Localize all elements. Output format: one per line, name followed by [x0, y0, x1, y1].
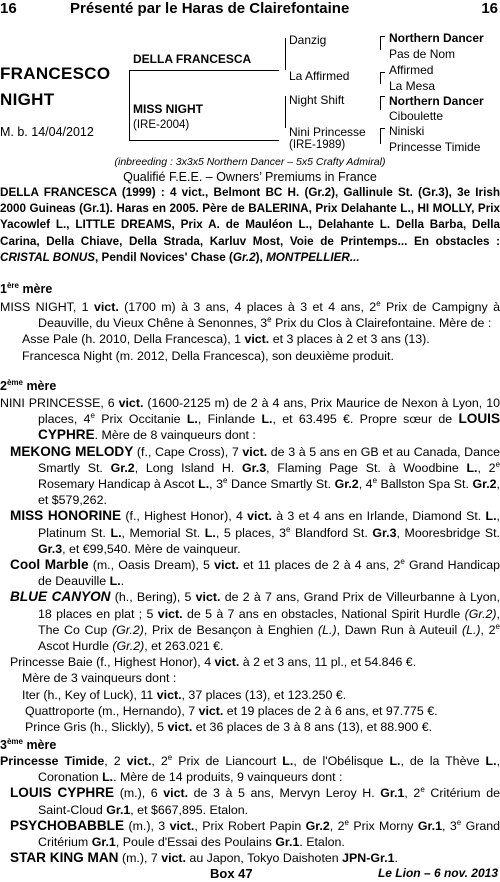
- page-title: Présenté par le Haras de Clairefontaine: [70, 0, 350, 17]
- pedigree-line-dam: [129, 140, 279, 141]
- first-dam-paragraph: MISS NIGHT, 1 vict. (1700 m) à 3 ans, 4 places à 3 et 4 ans, 2e Prix de Campigny à Deauville, du Vieux Chêne à Senonnes, 3e Prix du Clos à Clairefontaine. Mère de :: [0, 298, 500, 331]
- pedigree-bracket-1: [129, 70, 130, 140]
- produce-subitem: Quattroporte (m., Hernando), 7 vict. et 19 places de 2 à 6 ans, et 97.775 €.: [25, 703, 438, 718]
- inbreeding-note: (inbreeding : 3x3x5 Northern Dancer – 5x5 Crafty Admiral): [114, 156, 386, 168]
- produce-item: PSYCHOBABBLE (m.), 3 vict., Prix Robert Papin Gr.2, 2e Prix Morny Gr.1, 3e Grand Critérium Gr.1, Poule d'Essai des Poulains Gr.1. Etalon.: [10, 817, 500, 850]
- sire-paragraph: DELLA FRANCESCA (1999) : 4 vict., Belmont BC H. (Gr.2), Gallinule St. (Gr.3), 3e Irish 2000 Guineas (Gr.1). Haras en 2005. Père de BALERINA, Prix Delahante L., HI MOLLY, Prix Yacowlef L., LITTLE DREAMS, Prix A. de Mauléon L., Delahante L. Della Barba, Della Carina, Della Chiave, Della Strada, Karluv Most, Voie de Printemps... En obstacles : CRISTAL BONUS, Pendil Novices' Chase (Gr.2), MONTPELLIER...: [0, 186, 500, 264]
- produce-item: Princesse Baie (f., Highest Honor), 4 vict. à 2 et 3 ans, 11 pl., et 54.846 €.: [10, 655, 417, 670]
- horse-name-line1: FRANCESCO: [0, 64, 111, 83]
- pedigree-gs2: La Affirmed: [289, 69, 350, 83]
- second-dam-paragraph: NINI PRINCESSE, 6 vict. (1600-2125 m) de 2 à 4 ans, Prix Maurice de Nexon à Lyon, 10 places, 4e Prix Occitanie L., Finlande L., et 63.495 €. Propre sœur de LOUIS CYPHRE. Mère de 8 vainqueurs dont :: [0, 396, 500, 443]
- pedigree-g8: Princesse Timide: [389, 140, 481, 154]
- footer-source: Le Lion – 6 nov. 2013: [377, 866, 498, 880]
- produce-item: LOUIS CYPHRE (m.), 6 vict. de 3 à 5 ans, Mervyn Leroy H. Gr.1, 2e Critérium de Saint-Cloud Gr.1, et $667,895. Etalon.: [10, 785, 500, 817]
- pedigree-g3: Affirmed: [389, 63, 434, 77]
- pedigree-gs4: Nini Princesse: [289, 125, 366, 139]
- pedigree-line-sire: [129, 70, 279, 71]
- pedigree-gs1: Danzig: [289, 33, 327, 47]
- pedigree-g4: La Mesa: [389, 79, 436, 93]
- produce-subitem: Prince Gris (h., Slickly), 5 vict. et 36 places de 3 à 8 ans (13), et 88.900 €.: [25, 720, 433, 735]
- produce-item: Francesca Night (m. 2012, Della Francesca), son deuxième produit.: [22, 348, 394, 363]
- pedigree-bracket-6: [380, 96, 381, 110]
- produce-item: MEKONG MELODY (f., Cape Cross), 7 vict. de 3 à 5 ans en GB et au Canada, Dance Smartly St. Gr.2, Long Island H. Gr.3, Flaming Page St. à Woodbine L., 2e Rosemary Handicap à Ascot L., 3e Dance Smartly St. Gr.2, 4e Ballston Spa St. Gr.2, et $579,262.: [10, 443, 500, 508]
- pedigree-g5: Northern Dancer: [389, 94, 484, 108]
- pedigree-bracket-4: [380, 36, 381, 50]
- produce-subitem: Iter (h., Key of Luck), 11 vict., 37 places (13), et 123.250 €.: [22, 687, 347, 702]
- pedigree-dam-note: (IRE-2004): [133, 119, 190, 131]
- pedigree-bracket-3: [285, 96, 286, 128]
- horse-name-line2: NIGHT: [0, 90, 55, 109]
- pedigree-sire: DELLA FRANCESCA: [133, 52, 252, 66]
- produce-item: BLUE CANYON (h., Bering), 5 vict. de 2 à 7 ans, Grand Prix de Villeurbanne à Lyon, 18 places en plat ; 5 vict. de 5 à 7 ans en obstacles, National Spirit Hurdle (Gr.2), The Co Cup (Gr.2), Prix de Besançon à Enghien (L.), Dawn Run à Auteuil (L.), 2e Ascot Hurdle (Gr.2), et 263.021 €.: [10, 589, 500, 654]
- produce-item: Cool Marble (m., Oasis Dream), 5 vict. et 11 places de 2 à 4 ans, 2e Grand Handicap de Deauville L..: [10, 556, 500, 589]
- qualified-note: Qualifié F.E.E. – Owners’ Premiums in France: [123, 170, 377, 184]
- page-number-left: 16: [0, 0, 17, 17]
- second-dam-section: [0, 395, 500, 735]
- pedigree-gs4-note: (IRE-1989): [289, 139, 346, 151]
- first-dam-heading: 1ère mère: [0, 280, 53, 296]
- page-number-right: 16: [481, 0, 498, 17]
- first-dam-section: [0, 299, 500, 364]
- third-dam-section: [0, 753, 500, 866]
- produce-item: MISS HONORINE (f., Highest Honor), 4 vict. à 3 et 4 ans en Irlande, Diamond St. L., Platinum St. L., Memorial St. L., 5 places, 3e Blandford St. Gr.3, Mooresbridge St. Gr.3, et €99,540. Mère de vainqueur.: [10, 508, 500, 556]
- second-dam-heading: 2ème mère: [0, 377, 57, 393]
- pedigree-g6: Ciboulette: [389, 109, 444, 123]
- third-dam-paragraph: Princesse Timide, 2 vict., 2e Prix de Liancourt L., de l'Obélisque L., de la Thève L., Coronation L.. Mère de 14 produits, 9 vainqueurs dont :: [0, 752, 500, 785]
- produce-item: STAR KING MAN (m.), 7 vict. au Japon, Tokyo Daishoten JPN-Gr.1.: [10, 850, 398, 866]
- pedigree-bracket-5: [380, 72, 381, 84]
- pedigree-gs3: Night Shift: [289, 93, 345, 107]
- horse-info: M. b. 14/04/2012: [0, 125, 94, 139]
- pedigree-g2: Pas de Nom: [389, 47, 456, 61]
- produce-item: Asse Pale (h. 2010, Della Francesca), 1 vict. et 3 places à 2 et 3 ans (13).: [22, 332, 430, 347]
- pedigree-g1: Northern Dancer: [389, 31, 484, 45]
- pedigree-dam: MISS NIGHT: [133, 102, 204, 116]
- produce-subheading: Mère de 3 vainqueurs dont :: [22, 671, 177, 686]
- pedigree-bracket-2: [285, 38, 286, 70]
- footer-box-number: Box 47: [210, 866, 253, 881]
- pedigree-g7: Niniski: [389, 124, 425, 138]
- pedigree-bracket-7: [380, 128, 381, 144]
- third-dam-heading: 3ème mère: [0, 736, 57, 752]
